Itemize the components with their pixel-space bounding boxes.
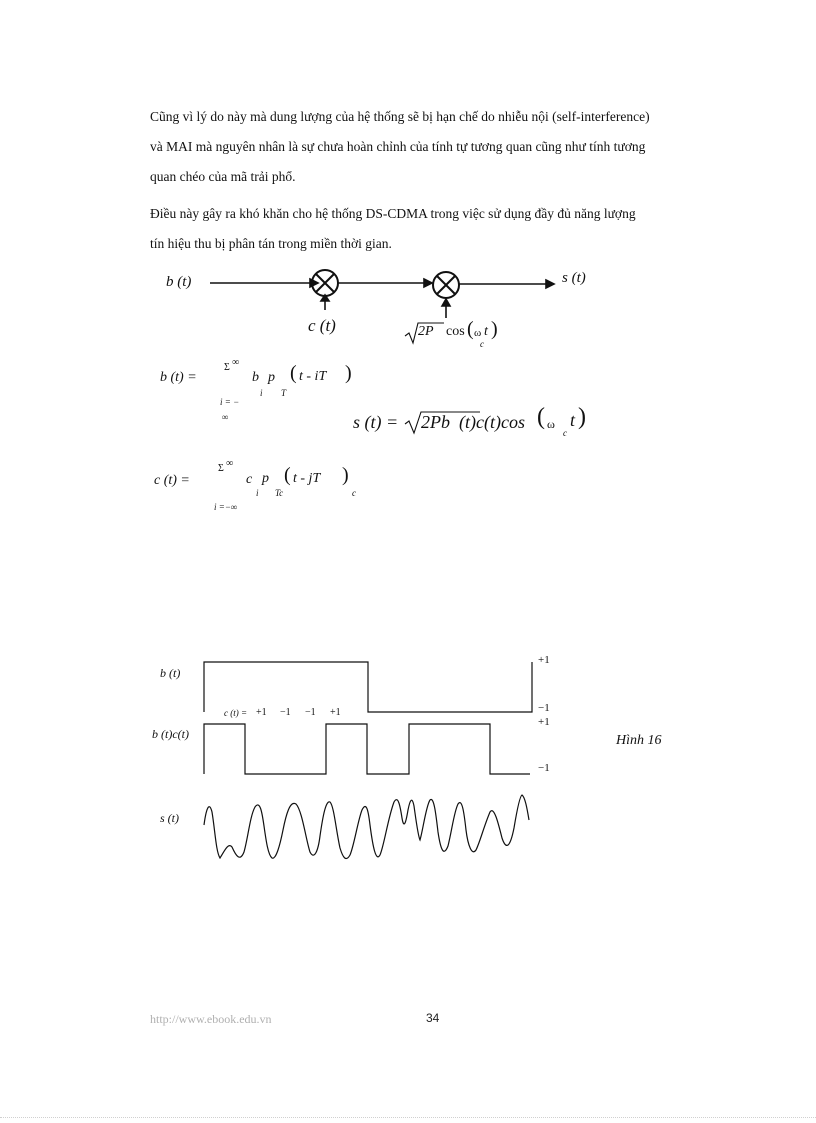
figure-caption: Hình 16 [616,733,662,748]
waveform-label-bc: b (t)c(t) [152,727,189,741]
waveform-label-s: s (t) [160,811,179,825]
chip-value-2: −1 [280,707,291,718]
eq-c-sub: i =−∞ [214,502,238,512]
code-label-c: c (t) [308,316,336,335]
carrier-cos: cos [446,324,465,339]
footer-url[interactable]: http://www.ebook.edu.vn [150,1012,272,1026]
carrier-paren-open: ( [467,318,474,340]
block-diagram [210,270,554,318]
chip-value-3: −1 [305,707,316,718]
carrier-sqrt-arg: 2P [418,324,434,339]
eq-b-p: p [268,370,275,385]
eq-c-term: c [246,472,253,487]
eq-c-arg: t - jT [293,471,321,486]
paragraph-1: Cũng vì lý do này mà dung lượng của hệ thống sẽ bị hạn chế do nhiễu nội (self-interference) và MAI mà nguyên nhân là sự chưa hoàn chỉnh của tính tự tương quan cũng như tính tương quan chéo của mã trải phổ. [150,109,650,184]
arrow-head-out [546,280,554,288]
level-minus1-mid: −1 [538,762,550,774]
level-minus1-top: −1 [538,702,550,714]
eq-b-sub-1: i = − [220,397,240,407]
eq-b-sub-2: ∞ [222,412,229,422]
carrier-omega: ω [474,327,482,339]
eq-s-lhs: s (t) = [353,412,399,432]
eq-s-t: t [570,410,576,430]
eq-s-rest: (t)c(t)cos [459,412,525,432]
waveform-label-b: b (t) [160,666,181,680]
bc-waveform [204,724,530,774]
eq-c-arg-sub: c [352,488,356,498]
level-plus1-mid: +1 [538,716,550,728]
level-plus1-top: +1 [538,654,550,666]
eq-c-paren-close: ) [342,464,349,486]
eq-s-sqrt: 2Pb [421,412,450,432]
eq-b-term: b [252,370,259,385]
paragraph-2: Điều này gây ra khó khăn cho hệ thống DS-CDMA trong việc sử dụng đầy đủ năng lượng tín hiệu thu bị phân tán trong miền thời gian. [150,206,636,251]
eq-s-paren-close: ) [578,404,586,430]
eq-b-paren-open: ( [290,362,297,384]
eq-c-sigma: Σ [218,463,224,474]
chip-value-4: +1 [330,707,341,718]
eq-s-sub-c: c [563,428,567,438]
eq-b-arg: t - iT [299,369,327,384]
carrier-paren-close: ) [491,318,498,340]
eq-b-lhs: b (t) = [160,370,197,385]
eq-b-sup: ∞ [232,357,240,368]
eq-c-sup: ∞ [226,458,234,469]
eq-b-sigma: Σ [224,362,230,373]
eq-c-term-sub: i [256,488,259,498]
eq-s-paren-open: ( [537,404,545,430]
eq-c-paren-open: ( [284,464,291,486]
chip-prefix: c (t) = [224,708,248,718]
page-number: 34 [426,1011,440,1025]
waveforms [204,662,532,859]
chip-value-1: +1 [256,707,267,718]
carrier-t: t [484,324,488,339]
s-waveform [204,795,529,859]
eq-b-p-sub: T [281,388,287,398]
input-label-b: b (t) [166,274,192,290]
output-label-s: s (t) [562,270,586,286]
eq-b-term-sub: i [260,388,263,398]
carrier-subscript-c: c [480,339,484,349]
arrow-head-2 [424,279,432,287]
eq-c-lhs: c (t) = [154,473,190,488]
eq-s-omega: ω [547,417,555,431]
b-waveform [204,662,532,712]
eq-b-paren-close: ) [345,362,352,384]
arrow-head-carrier [442,299,450,306]
eq-c-p: p [262,471,269,486]
page-bottom-divider [0,1117,816,1118]
eq-c-p-sub: Tc [275,488,284,498]
